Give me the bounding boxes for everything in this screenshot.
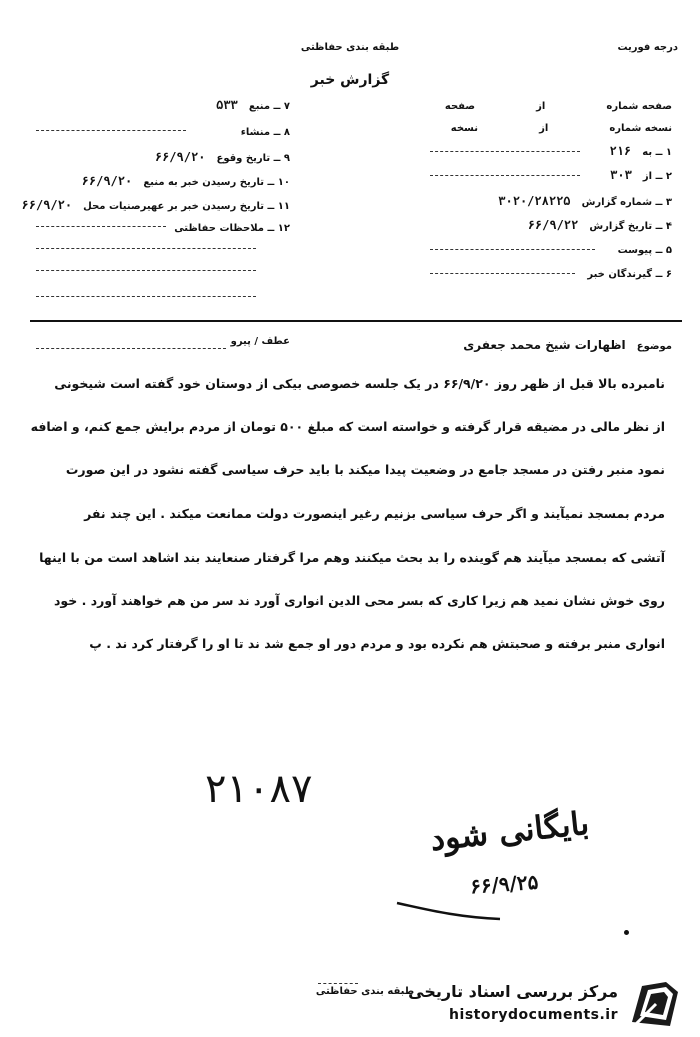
field-label: ۶ ــ گیرندگان خبر <box>587 269 672 280</box>
field-label: ۱ ــ به <box>642 147 672 158</box>
fill-line <box>430 151 580 152</box>
body-line: نمود منبر رفتن در مسجد جامع در وضعیت پیدا میکند با باید حرف سیاسی گفته نشود در این صورت <box>65 462 665 477</box>
field-local-received-date <box>21 194 290 214</box>
field-value: ۶۶/۹/۲۰ <box>21 198 73 212</box>
body-line: آتشی که بمسجد میآیند هم گوینده را بد بحث میکنند وهم مرا گرفتار صنعایند بند اشاهد است من با اینها <box>39 550 665 565</box>
field-occurrence-date <box>30 146 290 166</box>
fill-line <box>430 273 575 274</box>
fill-line <box>36 248 256 249</box>
body-line: مردم بمسجد نمیآیند و اگر حرف سیاسی بزنیم رغیر اینصورت دولت ممانعت میکند . این چند نفر <box>84 506 665 521</box>
field-from <box>412 164 672 184</box>
body-line: انواری منبر برفته و صحبتش هم نکرده بود و مردم دور او جمع شد ند تا او را گرفتار کرد ند . پ <box>89 636 665 651</box>
field-label: صفحه شماره <box>606 101 672 112</box>
field-unit: نسخه <box>450 123 478 134</box>
field-unit: صفحه <box>444 101 476 112</box>
field-source <box>30 94 290 114</box>
document-title: گزارش خبر <box>310 72 390 88</box>
field-value: ۳۰۳ <box>610 168 632 182</box>
fill-line <box>36 130 186 131</box>
center-name: مرکز بررسی اسناد تاریخی <box>408 982 618 1001</box>
body-line: از نظر مالی در مضیقه قرار گرفته و خواسته است که مبلغ ۵۰۰ تومان از مردم برایش جمع کنم، و اضافه <box>30 419 665 434</box>
fill-line <box>36 226 166 227</box>
field-label: نسخه شماره <box>609 123 672 134</box>
body-line: نامبرده بالا قبل از ظهر روز ۶۶/۹/۲۰ در یک جلسه خصوصی بیکی از دوستان خود گفته است شیخونی <box>54 376 665 391</box>
field-value: ۶۶/۹/۲۰ <box>154 150 206 164</box>
field-report-number <box>412 190 672 210</box>
field-attachment <box>412 238 672 258</box>
fill-line <box>430 175 580 176</box>
fill-line <box>36 348 226 349</box>
field-label: ۱۲ ــ ملاحظات حفاظتی <box>174 223 290 234</box>
field-label: ۵ ــ پیوست <box>617 245 672 256</box>
field-recipients <box>412 262 672 282</box>
field-to <box>412 140 672 160</box>
fill-line <box>430 249 595 250</box>
classification-top: طبقه بندی حفاظتی <box>300 42 400 53</box>
field-value: ۶۶/۹/۲۰ <box>81 174 133 188</box>
reference-label: عطف / پیرو <box>230 336 290 347</box>
field-label: ۱۱ ــ تاریخ رسیدن خبر بر عهیرصنیات محل <box>83 201 290 212</box>
field-label: ۱۰ ــ تاریخ رسیدن خبر به منبع <box>143 177 290 188</box>
fill-line <box>36 270 256 271</box>
field-value: ۶۶/۹/۲۲ <box>527 218 579 232</box>
fill-line <box>318 983 358 984</box>
header-divider <box>30 320 682 322</box>
body-line: روی خوش نشان نمید هم زیرا کاری که بسر محی الدین انواری آورد ند سر من هم خواهند آورد . خود <box>54 593 665 608</box>
field-label: ۷ ــ منبع <box>248 101 290 112</box>
fill-line <box>36 296 256 297</box>
subject-row <box>402 334 672 353</box>
archive-logo-icon <box>626 978 684 1030</box>
urgency-label: درجه فوریت <box>617 42 678 53</box>
handwritten-number: ۲۱۰۸۷ <box>205 766 313 812</box>
field-report-date <box>412 214 672 234</box>
field-label: ۹ ــ تاریخ وقوع <box>216 153 290 164</box>
field-label: ۸ ــ منشاء <box>240 127 290 138</box>
archive-date: ۶۶/۹/۲۵ <box>469 869 540 899</box>
field-label: ۴ ــ تاریخ گزارش <box>589 221 672 232</box>
field-value: ۵۳۳ <box>216 98 238 112</box>
field-label: ۳ ــ شماره گزارش <box>581 197 672 208</box>
subject-label: موضوع <box>636 341 672 352</box>
website-text: historydocuments.ir <box>449 1007 618 1023</box>
archive-note: بایگانی شود <box>428 803 591 859</box>
copy-number-field <box>422 116 672 136</box>
field-from: از <box>539 123 549 134</box>
field-value: ۲۱۶ <box>609 144 632 158</box>
field-source-received-date <box>30 170 290 190</box>
page-number-field <box>422 94 672 114</box>
field-from: از <box>536 101 546 112</box>
subject-value: اظهارات شیخ محمد جعفری <box>463 338 626 352</box>
field-value: ۳۰۲۰/۲۸۲۲۵ <box>498 194 571 208</box>
ink-dot <box>624 930 629 935</box>
classification-bottom: طبقه بندی حفاظتی <box>315 986 415 997</box>
field-label: ۲ ــ از <box>642 171 672 182</box>
signature-stroke-icon <box>395 895 505 925</box>
